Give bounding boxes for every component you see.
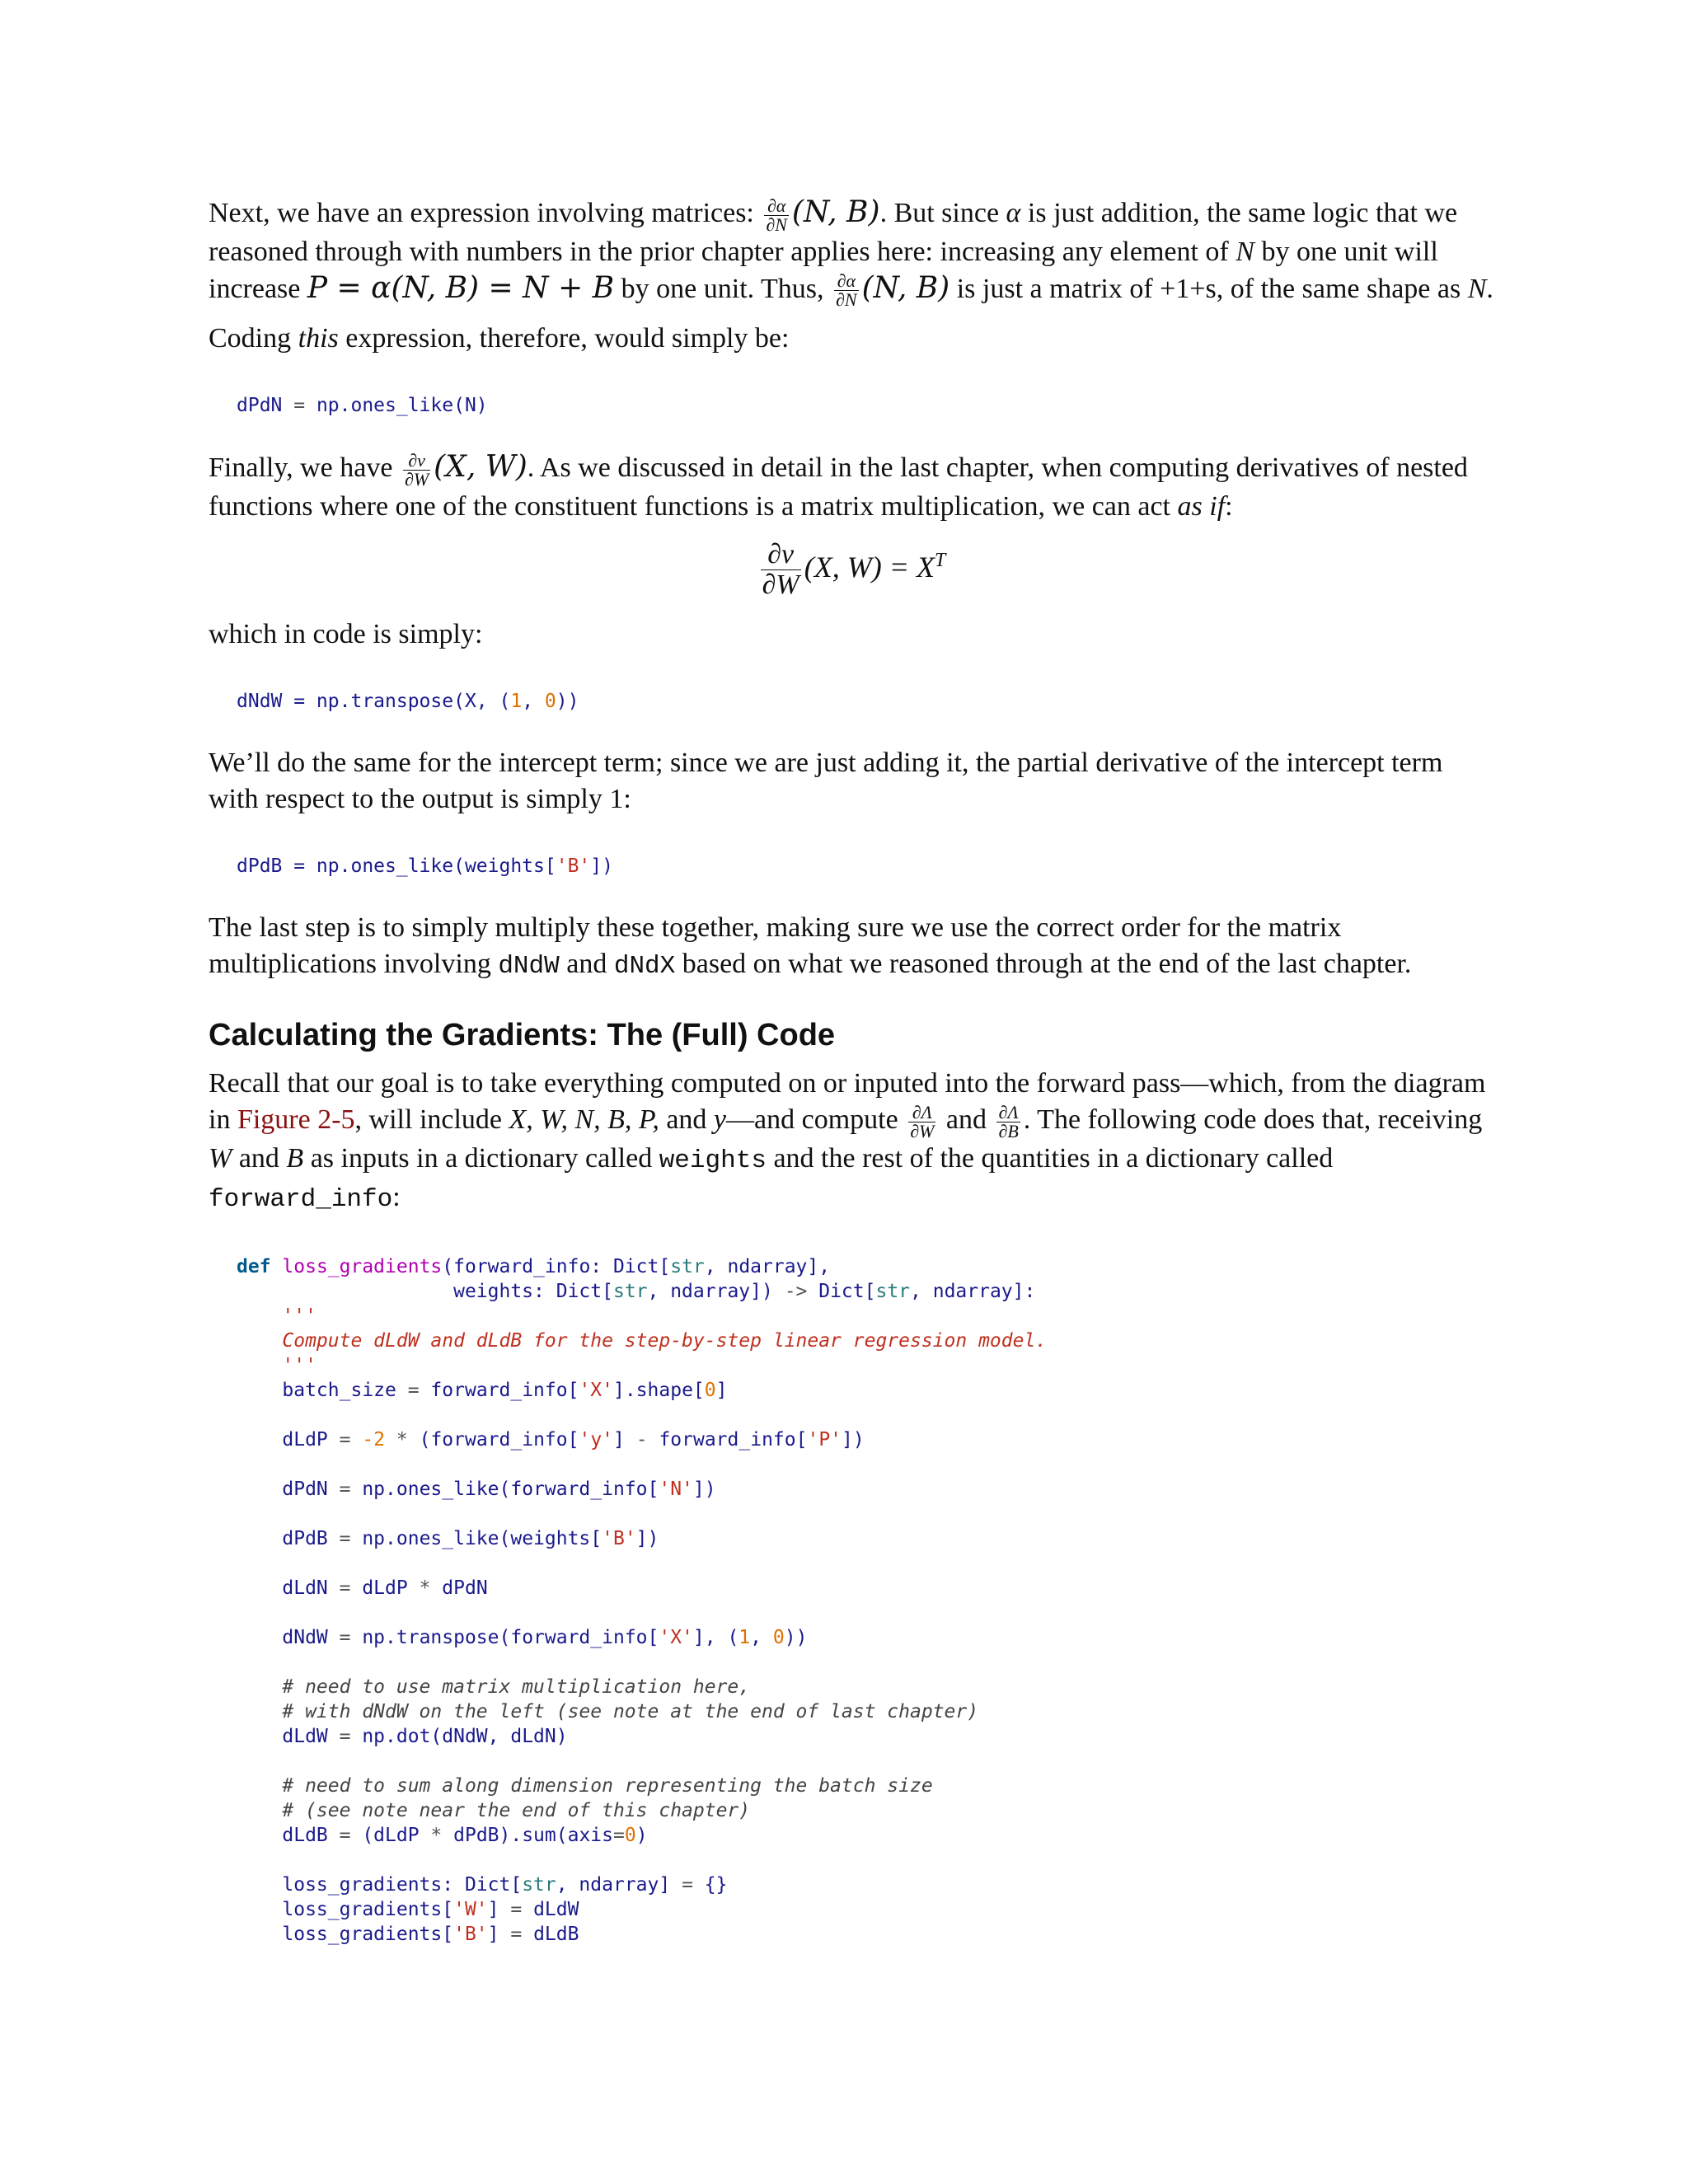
page-content <box>209 194 1494 1947</box>
paragraph-goal: Recall that our goal is to take everything computed on or inputed into the forward pass—which, from the diagram in Figure 2-5, will include X, W, N, B, P, and y—and compute $\frac{\partial\Lambda}{\partial W}$ and $\frac{\partial\Lambda}{\partial B}$ . The following code does that, receiving W and B as inputs in a dictionary called weights and the rest of the quantities in a dictionary called forward_info: <box>209 1068 1486 1214</box>
paragraph-intercept: We’ll do the same for the intercept term; since we are just adding it, the partial derivative of the intercept term with respect to the output is simply 1: <box>209 748 1443 815</box>
paragraph-code-intro: which in code is simply: <box>209 619 483 650</box>
fraction-dalpha-dN: $\frac{\partial\alpha}{\partial N}$ <box>766 194 787 235</box>
math-expression: (N, B) <box>791 195 880 229</box>
paragraph-coding-intro: Coding this expression, therefore, would simply be: <box>209 323 790 354</box>
figure-link[interactable]: Figure 2-5 <box>237 1104 355 1136</box>
code-block-dpdb: dPdB = np.ones_like(weights['B']) <box>237 855 613 878</box>
paragraph-matrix-multiplication: Finally, we have $\frac{\partial\nu}{\partial W}$ (X, W). As we discussed in detail in the last chapter, when computing derivatives of nested functions where one of the constituent functions is a matrix multiplication, we can act as if: <box>209 450 1468 523</box>
code-block-loss-gradients: def loss_gradients(forward_info: Dict[str, ndarray], weights: Dict[str, ndarray]) -> Dict[str, ndarray]: ''' Compute dLdW and dLdB for the step-by-step linear regression model. ''' batch_size = forward_info['X'].shape[0] dLdP = -2 * (forward_info['y'] - forward_info['P']) dPdN = np.ones_like(forward_info['N']) dPdB = np.ones_like(weights['B']) dLdN = dLdP * dPdN dNdW = np.transpose(forward_info['X'], (1, 0)) # need to use matrix multiplication here, # with dNdW on the left (see note at the end of last chapter) dLdW = np.dot(dNdW, dLdN) # need to sum along dimension representing the batch size # (see note near the end of this chapter) dLdB = (dLdP * dPdB).sum(axis=0) loss_gradients: Dict[str, ndarray] = {} loss_gradients['W'] = dLdW loss_gradients['B'] = dLdB <box>237 1255 1048 1945</box>
math-equation: P = α(N, B) = N + B <box>307 270 615 305</box>
display-equation: $\frac{\partial\nu}{\partial W}$ (X, $W) = X^T$ <box>762 539 946 601</box>
text: Next, we have an expression involving matrices: <box>209 198 762 228</box>
code-block-dndw: dNdW = np.transpose(X, (1, 0)) <box>237 691 579 713</box>
paragraph-last-step: The last step is to simply multiply these together, making sure we use the correct order for the matrix multiplications involving dNdW and dNdX based on what we reasoned through at the end of the last chapter. <box>209 912 1412 982</box>
fraction-dLambda-dB: $\frac{\partial\Lambda}{\partial B}$ <box>998 1101 1019 1141</box>
fraction-dLambda-dW: $\frac{\partial\Lambda}{\partial W}$ <box>910 1101 935 1141</box>
fraction-dalpha-dN: $\frac{\partial\alpha}{\partial N}$ <box>836 270 857 311</box>
code-block-dpdn: dPdN = np.ones_like(N) <box>237 395 488 417</box>
paragraph-matrix-expression: Next, we have an expression involving matrices: $\frac{\partial\alpha}{\partial N}$ (N, B). But since α is just addition, the same logic that we reasoned through with numbers in the prior chapter applies here: increasing any element of N by one unit will increase P = α(N, B) = N + B by one unit. Thus, $\frac{\partial\alpha}{\partial N}$ (N, B) is just a matrix of +1+s, of the same shape as N. <box>209 194 1493 311</box>
section-heading: Calculating the Gradients: The (Full) Code <box>209 1018 836 1053</box>
fraction-dnu-dW: $\frac{\partial\nu}{\partial W}$ <box>404 450 429 490</box>
